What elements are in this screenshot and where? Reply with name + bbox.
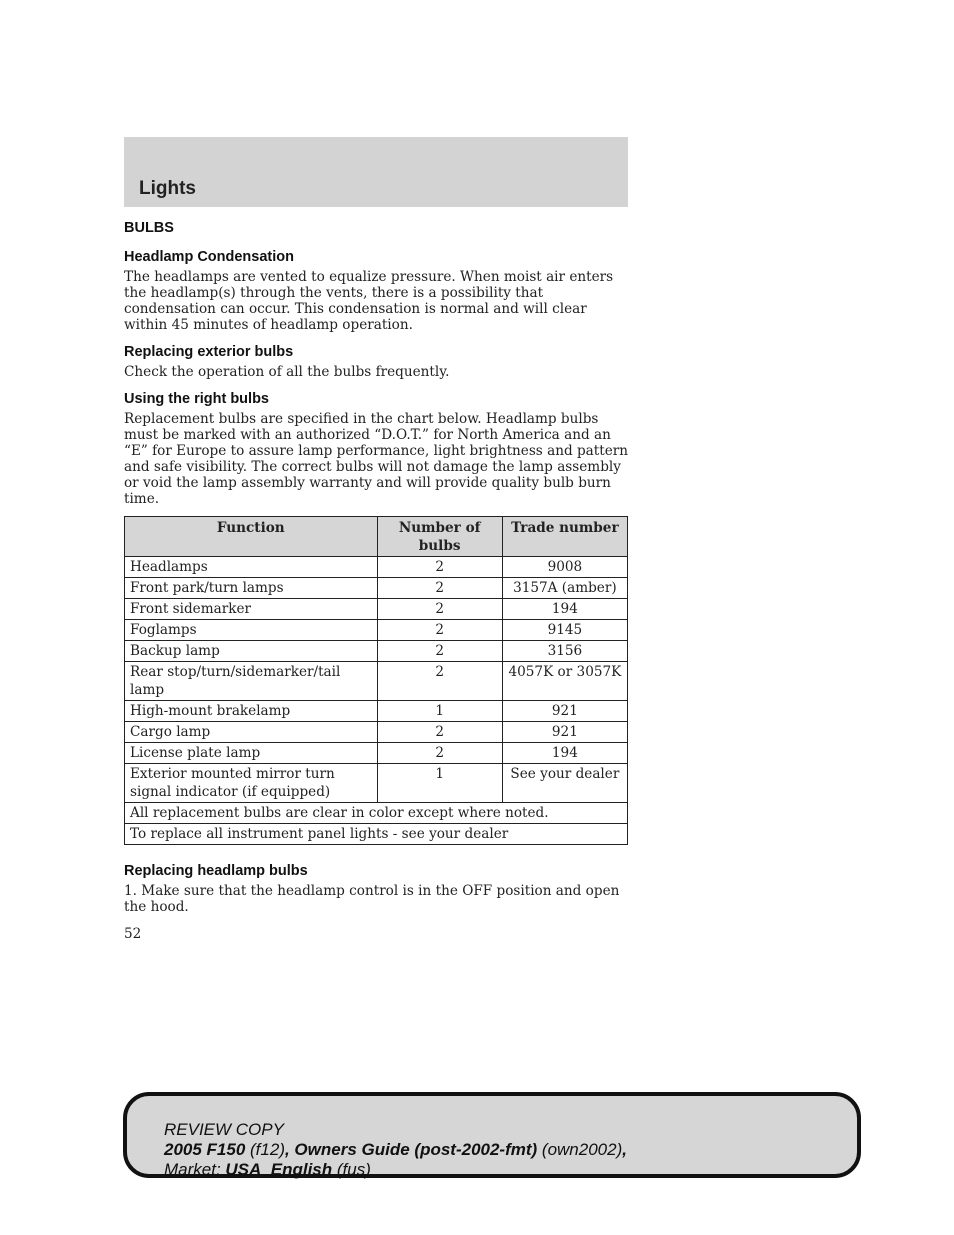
cell-trade: 9008 (502, 557, 627, 578)
replacing-exterior-paragraph: Check the operation of all the bulbs frequently. (124, 364, 450, 380)
table-row (125, 578, 628, 599)
cell-number: 2 (377, 620, 502, 641)
table-row (125, 722, 628, 743)
cell-function: High-mount brakelamp (125, 701, 378, 722)
footer-market-line (164, 1160, 627, 1180)
table-note-row (125, 824, 628, 845)
cell-trade: 921 (502, 722, 627, 743)
cell-trade: 9145 (502, 620, 627, 641)
replacing-headlamp-heading: Replacing headlamp bulbs (124, 863, 308, 879)
cell-function: Headlamps (125, 557, 378, 578)
footer-document-line (164, 1140, 627, 1160)
header-trade-number: Trade number (502, 517, 627, 557)
cell-number: 2 (377, 662, 502, 701)
section-banner (124, 137, 628, 207)
cell-number: 2 (377, 722, 502, 743)
footer-guide: , Owners Guide (post-2002-fmt) (284, 1140, 538, 1159)
cell-number: 1 (377, 701, 502, 722)
cell-function: Front sidemarker (125, 599, 378, 620)
footer-text (164, 1120, 627, 1180)
cell-trade: 3157A (amber) (502, 578, 627, 599)
header-function: Function (125, 517, 378, 557)
cell-trade: 3156 (502, 641, 627, 662)
cell-function: Cargo lamp (125, 722, 378, 743)
table-row (125, 641, 628, 662)
table-row (125, 662, 628, 701)
footer-comma: , (622, 1140, 627, 1159)
cell-trade: 4057K or 3057K (502, 662, 627, 701)
cell-function: Backup lamp (125, 641, 378, 662)
page-number: 52 (124, 926, 142, 942)
cell-number: 2 (377, 557, 502, 578)
table-row (125, 599, 628, 620)
bulb-table (124, 516, 628, 845)
cell-trade: 194 (502, 599, 627, 620)
replacing-exterior-heading: Replacing exterior bulbs (124, 344, 294, 360)
header-number-of-bulbs: Number of bulbs (377, 517, 502, 557)
bulbs-heading: BULBS (124, 220, 174, 236)
cell-function: Exterior mounted mirror turn signal indicator (if equipped) (125, 764, 378, 803)
table-row (125, 620, 628, 641)
review-copy-footer (123, 1092, 861, 1178)
table-row (125, 764, 628, 803)
cell-function: Rear stop/turn/sidemarker/tail lamp (125, 662, 378, 701)
right-bulbs-paragraph: Replacement bulbs are specified in the chart below. Headlamp bulbs must be marked with an authorized “D.O.T.” for North America and an “E” for Europe to assure lamp performance, light brightness and pattern and safe visibility. The correct bulbs will not damage the lamp assembly or void the lamp assembly warranty and will provide quality bulb burn time. (124, 411, 629, 507)
footer-model: 2005 F150 (164, 1140, 246, 1159)
footer-market-code: (fus) (332, 1160, 371, 1179)
footer-review-copy: REVIEW COPY (164, 1120, 284, 1139)
section-title: Lights (139, 178, 196, 199)
table-note-row (125, 803, 628, 824)
cell-number: 2 (377, 599, 502, 620)
footer-model-code: (f12) (245, 1140, 285, 1159)
footer-market-label: Market: (164, 1160, 226, 1179)
cell-trade: 194 (502, 743, 627, 764)
cell-number: 2 (377, 743, 502, 764)
table-header-row (125, 517, 628, 557)
condensation-heading: Headlamp Condensation (124, 249, 294, 265)
cell-trade: 921 (502, 701, 627, 722)
cell-trade: See your dealer (502, 764, 627, 803)
note-instrument-panel: To replace all instrument panel lights - see your dealer (125, 824, 628, 845)
footer-guide-code: (own2002) (537, 1140, 623, 1159)
table-row (125, 557, 628, 578)
cell-number: 2 (377, 641, 502, 662)
cell-function: License plate lamp (125, 743, 378, 764)
table-row (125, 701, 628, 722)
page-content (124, 220, 628, 942)
cell-function: Front park/turn lamps (125, 578, 378, 599)
table-row (125, 743, 628, 764)
cell-function: Foglamps (125, 620, 378, 641)
condensation-paragraph: The headlamps are vented to equalize pressure. When moist air enters the headlamp(s) through the vents, there is a possibility that condensation can occur. This condensation is normal and will clear within 45 minutes of headlamp operation. (124, 269, 614, 333)
footer-market: USA_English (225, 1160, 333, 1179)
cell-number: 1 (377, 764, 502, 803)
right-bulbs-heading: Using the right bulbs (124, 391, 269, 407)
replacing-headlamp-paragraph: 1. Make sure that the headlamp control is in the OFF position and open the hood. (124, 883, 620, 915)
cell-number: 2 (377, 578, 502, 599)
note-clear-color: All replacement bulbs are clear in color except where noted. (125, 803, 628, 824)
